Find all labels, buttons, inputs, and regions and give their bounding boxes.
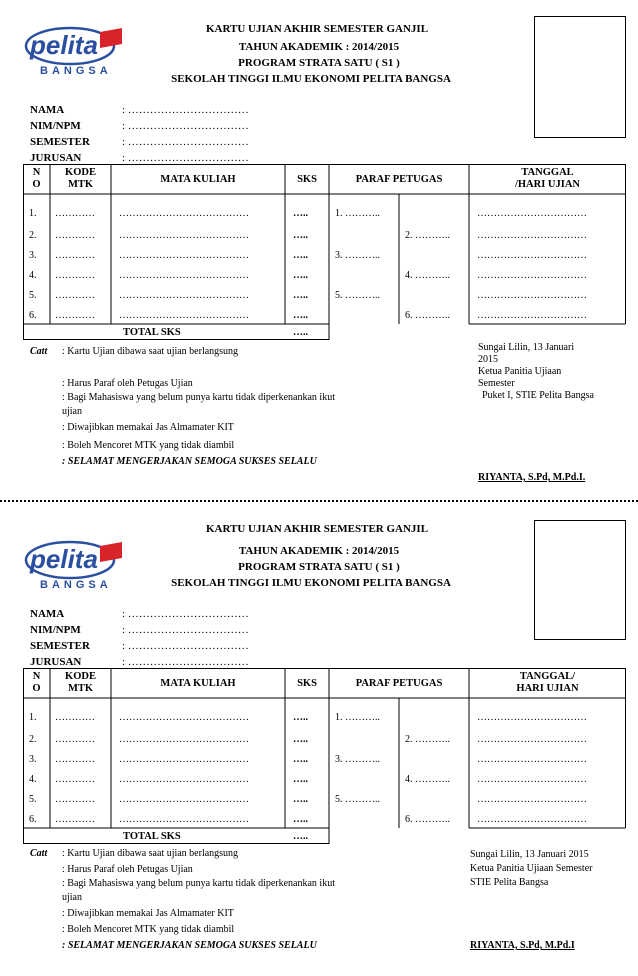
row-mata-kuliah: …………………………………: [119, 754, 249, 765]
academic-year: TAHUN AKADEMIK : 2014/2015: [238, 41, 400, 53]
note-item: : Bagi Mahasiswa yang belum punya kartu tidak diperkenankan ikut: [62, 878, 335, 889]
total-sks-label: TOTAL SKS: [123, 327, 181, 338]
row-kode: …………: [55, 712, 95, 723]
header-sks: SKS: [297, 678, 317, 689]
svg-text:pelita: pelita: [30, 30, 98, 60]
row-kode: …………: [55, 814, 95, 825]
identity-row: NAMA : ……………………………: [30, 608, 249, 620]
row-paraf: 4. ………..: [405, 270, 450, 281]
row-paraf: 3. ………..: [335, 250, 380, 261]
total-sks-label: TOTAL SKS: [123, 831, 181, 842]
row-sks: …..: [293, 774, 308, 785]
row-tanggal: ……………………………: [477, 290, 587, 301]
total-sks-value: …..: [293, 831, 308, 842]
identity-row: SEMESTER : ……………………………: [30, 640, 249, 652]
row-kode: …………: [55, 794, 95, 805]
institution: SEKOLAH TINGGI ILMU EKONOMI PELITA BANGSA: [171, 73, 451, 85]
identity-row: NIM/NPM : ……………………………: [30, 624, 249, 636]
svg-text:BANGSA: BANGSA: [40, 65, 112, 77]
header-no: N O: [32, 671, 41, 694]
row-no: 1.: [29, 208, 37, 219]
row-no: 6.: [29, 814, 37, 825]
header-mata-kuliah: MATA KULIAH: [160, 678, 236, 689]
row-no: 2.: [29, 230, 37, 241]
row-paraf: 1. ………..: [335, 712, 380, 723]
svg-text:BANGSA: BANGSA: [40, 579, 112, 591]
academic-year: TAHUN AKADEMIK : 2014/2015: [238, 545, 400, 557]
row-sks: …..: [293, 270, 308, 281]
row-no: 6.: [29, 310, 37, 321]
row-mata-kuliah: …………………………………: [119, 208, 249, 219]
note-item: : Bagi Mahasiswa yang belum punya kartu tidak diperkenankan ikut: [62, 392, 335, 403]
svg-text:pelita: pelita: [30, 544, 98, 574]
identity-row: JURUSAN : ……………………………: [30, 152, 249, 164]
row-sks: …..: [293, 208, 308, 219]
row-kode: …………: [55, 250, 95, 261]
row-kode: …………: [55, 230, 95, 241]
row-paraf: 5. ………..: [335, 290, 380, 301]
program: PROGRAM STRATA SATU ( S1 ): [238, 561, 400, 573]
row-paraf: 4. ………..: [405, 774, 450, 785]
row-sks: …..: [293, 250, 308, 261]
card-title: KARTU UJIAN AKHIR SEMESTER GANJIL: [205, 523, 429, 535]
exam-card-2: [0, 500, 638, 976]
note-item: : Diwajibkan memakai Jas Almamater KIT: [62, 422, 234, 433]
row-kode: …………: [55, 774, 95, 785]
note-item: ujian: [62, 406, 82, 417]
row-paraf: 2. ………..: [405, 230, 450, 241]
row-tanggal: ……………………………: [477, 712, 587, 723]
student-identity: [30, 102, 249, 166]
notes-label: Catt: [30, 346, 48, 357]
row-no: 3.: [29, 250, 37, 261]
row-tanggal: ……………………………: [477, 814, 587, 825]
identity-row: NAMA : ……………………………: [30, 104, 249, 116]
row-tanggal: ……………………………: [477, 754, 587, 765]
notes-label: Catt: [30, 848, 48, 859]
row-paraf: 6. ………..: [405, 814, 450, 825]
row-kode: …………: [55, 754, 95, 765]
row-mata-kuliah: …………………………………: [119, 290, 249, 301]
header-no: N O: [32, 167, 41, 190]
row-kode: …………: [55, 734, 95, 745]
signatory-name: RIYANTA, S.Pd, M.Pd.I: [470, 940, 575, 951]
row-sks: …..: [293, 734, 308, 745]
row-sks: …..: [293, 310, 308, 321]
row-tanggal: ……………………………: [477, 734, 587, 745]
header-paraf-petugas: PARAF PETUGAS: [355, 678, 443, 689]
row-mata-kuliah: …………………………………: [119, 734, 249, 745]
note-item: : Kartu Ujian dibawa saat ujian berlangsung: [62, 848, 239, 859]
row-tanggal: ……………………………: [477, 774, 587, 785]
row-mata-kuliah: …………………………………: [119, 774, 249, 785]
row-paraf: 1. ………..: [335, 208, 380, 219]
row-no: 3.: [29, 754, 37, 765]
header-paraf-petugas: PARAF PETUGAS: [355, 174, 443, 185]
signatory-name: RIYANTA, S.Pd, M.Pd.I.: [478, 472, 586, 483]
header-tanggal: TANGGAL /HARI UJIAN: [514, 167, 581, 190]
row-sks: …..: [293, 230, 308, 241]
row-no: 5.: [29, 794, 37, 805]
signature-block: Sungai Lilin, 13 Januari 2015 Ketua Panitia Ujiaan Semester Puket I, STIE Pelita Bangsa: [478, 342, 594, 401]
row-paraf: 2. ………..: [405, 734, 450, 745]
row-paraf: 3. ………..: [335, 754, 380, 765]
total-sks-value: …..: [293, 327, 308, 338]
header-kode-mtk: KODE MTK: [65, 671, 96, 694]
row-sks: …..: [293, 712, 308, 723]
row-tanggal: ……………………………: [477, 310, 587, 321]
row-tanggal: ……………………………: [477, 794, 587, 805]
institution: SEKOLAH TINGGI ILMU EKONOMI PELITA BANGSA: [171, 577, 451, 589]
row-no: 1.: [29, 712, 37, 723]
row-mata-kuliah: …………………………………: [119, 814, 249, 825]
card-title: KARTU UJIAN AKHIR SEMESTER GANJIL: [205, 23, 429, 35]
row-mata-kuliah: …………………………………: [119, 270, 249, 281]
note-item-closing: : SELAMAT MENGERJAKAN SEMOGA SUKSES SELALU: [62, 940, 317, 951]
note-item-closing: : SELAMAT MENGERJAKAN SEMOGA SUKSES SELALU: [62, 456, 317, 467]
header-kode-mtk: KODE MTK: [65, 167, 96, 190]
course-table: [23, 668, 626, 844]
row-mata-kuliah: …………………………………: [119, 794, 249, 805]
header-mata-kuliah: MATA KULIAH: [160, 174, 236, 185]
note-item: : Boleh Mencoret MTK yang tidak diambil: [62, 924, 235, 935]
row-sks: …..: [293, 754, 308, 765]
row-sks: …..: [293, 290, 308, 301]
row-kode: …………: [55, 310, 95, 321]
row-mata-kuliah: …………………………………: [119, 230, 249, 241]
row-mata-kuliah: …………………………………: [119, 310, 249, 321]
signature-block: Sungai Lilin, 13 Januari 2015 Ketua Panitia Ujiaan Semester STIE Pelita Bangsa: [470, 849, 593, 888]
program: PROGRAM STRATA SATU ( S1 ): [238, 57, 400, 69]
row-paraf: 6. ………..: [405, 310, 450, 321]
row-tanggal: ……………………………: [477, 270, 587, 281]
row-sks: …..: [293, 794, 308, 805]
note-item: : Harus Paraf oleh Petugas Ujian: [62, 378, 193, 389]
row-no: 4.: [29, 774, 37, 785]
course-table: [23, 164, 626, 340]
row-kode: …………: [55, 290, 95, 301]
row-mata-kuliah: …………………………………: [119, 712, 249, 723]
row-kode: …………: [55, 270, 95, 281]
row-no: 4.: [29, 270, 37, 281]
row-tanggal: ……………………………: [477, 250, 587, 261]
note-item: : Boleh Mencoret MTK yang tidak diambil: [62, 440, 235, 451]
row-tanggal: ……………………………: [477, 208, 587, 219]
student-identity: [30, 606, 249, 670]
identity-row: NIM/NPM : ……………………………: [30, 120, 249, 132]
row-tanggal: ……………………………: [477, 230, 587, 241]
note-item: : Kartu Ujian dibawa saat ujian berlangsung: [62, 346, 239, 357]
row-sks: …..: [293, 814, 308, 825]
row-kode: …………: [55, 208, 95, 219]
row-no: 5.: [29, 290, 37, 301]
note-item: ujian: [62, 892, 82, 903]
note-item: : Harus Paraf oleh Petugas Ujian: [62, 864, 193, 875]
identity-row: SEMESTER : ……………………………: [30, 136, 249, 148]
header-tanggal: TANGGAL/ HARI UJIAN: [516, 671, 579, 694]
row-paraf: 5. ………..: [335, 794, 380, 805]
header-sks: SKS: [297, 174, 317, 185]
note-item: : Diwajibkan memakai Jas Almamater KIT: [62, 908, 234, 919]
row-no: 2.: [29, 734, 37, 745]
row-mata-kuliah: …………………………………: [119, 250, 249, 261]
identity-row: JURUSAN : ……………………………: [30, 656, 249, 668]
